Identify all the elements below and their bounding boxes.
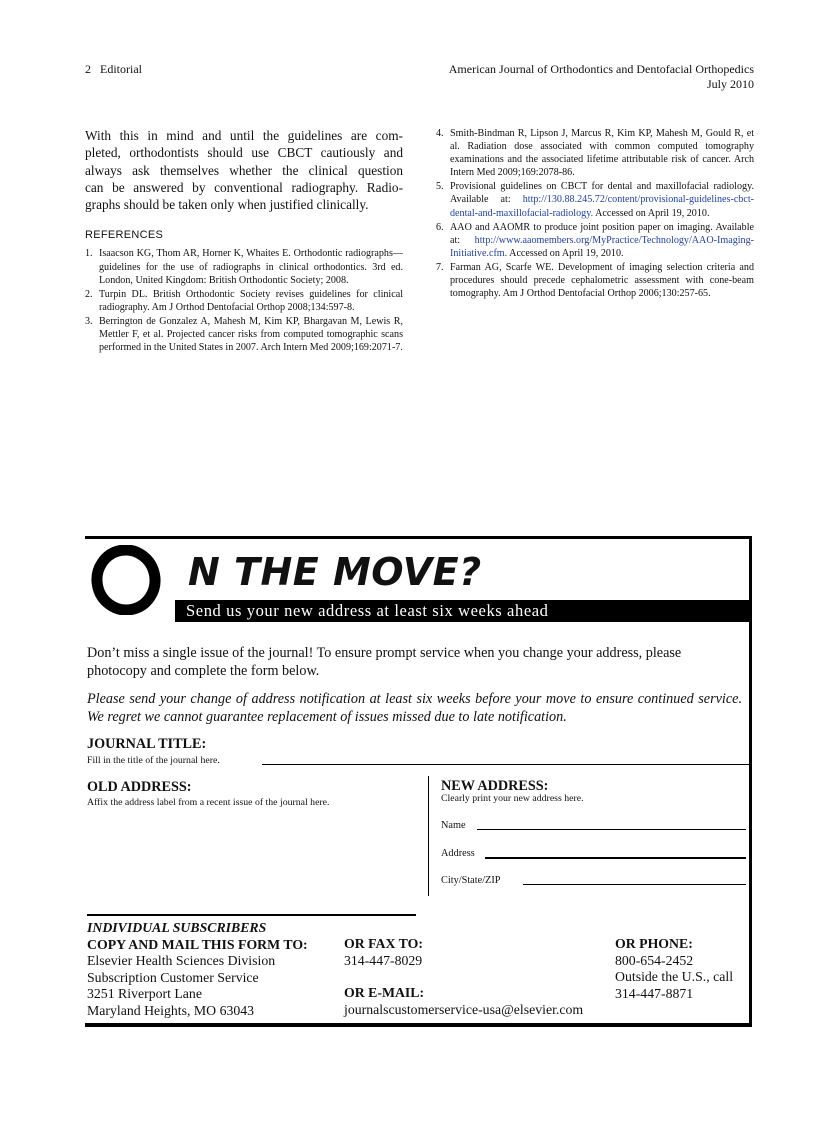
reference-text: Accessed on April 19, 2010. <box>507 247 624 259</box>
intro-line: graphs should be taken only when justified clinically. <box>85 197 369 213</box>
phone-heading: OR PHONE: <box>615 936 693 951</box>
email-column <box>344 985 583 1018</box>
reference-item <box>85 247 403 286</box>
intro-line: pleted, orthodontists should use CBCT cautiously and <box>85 145 403 161</box>
intro-paragraph <box>85 127 403 213</box>
references-heading: REFERENCES <box>85 229 164 242</box>
reference-text: Turpin DL. British Orthodontic Society revises guidelines for clinical radiography. Am J Orthod Dentofacial Orthop 2008;134:597-8. <box>99 288 403 313</box>
reference-item <box>436 261 754 300</box>
journal-title-label: JOURNAL TITLE: <box>87 736 207 752</box>
ad-headline: N THE MOVE? <box>188 550 482 594</box>
phone-number: 800-654-2452 <box>615 952 694 968</box>
name-field[interactable] <box>477 829 746 830</box>
mail-line: 3251 Riverport Lane <box>87 986 202 1001</box>
reference-number: 3. <box>85 315 93 327</box>
intro-line: With this in mind and until the guidelines are com- <box>85 128 403 143</box>
section-name: Editorial <box>100 62 142 76</box>
ad-intro-paragraph: Don’t miss a single issue of the journal! To ensure prompt service when you change your address, please photocopy and complete the form below. <box>87 645 682 679</box>
intro-line: always ask themselves whether the clinical question <box>85 162 403 178</box>
journal-name: American Journal of Orthodontics and Dentofacial Orthopedics <box>448 62 754 76</box>
reference-number: 1. <box>85 248 93 260</box>
address-field[interactable] <box>485 857 746 859</box>
reference-text: Accessed on April 19, 2010. <box>593 207 710 219</box>
email-heading: OR E-MAIL: <box>344 985 425 1000</box>
address-label: Address <box>441 848 475 859</box>
reference-link[interactable]: http://www.aaomembers.org/MyPractice/Technology/AAO-Imaging-Initiative.cfm. <box>450 234 754 259</box>
fax-number: 314-447-8029 <box>344 952 423 968</box>
reference-list-right <box>436 127 754 300</box>
old-address-hint: Affix the address label from a recent issue of the journal here. <box>87 797 330 808</box>
issue-date: July 2010 <box>706 77 754 91</box>
mail-line: Subscription Customer Service <box>87 969 259 985</box>
reference-number: 2. <box>85 288 93 300</box>
phone-column <box>615 936 733 1002</box>
left-column <box>85 127 403 355</box>
name-label: Name <box>441 820 466 831</box>
journal-title-hint: Fill in the title of the journal here. <box>87 755 220 766</box>
ad-banner-text: Send us your new address at least six weeks ahead <box>186 601 549 620</box>
page-header-left <box>85 62 142 77</box>
city-label: City/State/ZIP <box>441 875 501 886</box>
reference-item <box>85 315 403 354</box>
outside-us-number: 314-447-8871 <box>615 985 694 1001</box>
subscribers-heading: INDIVIDUAL SUBSCRIBERS <box>87 920 267 935</box>
reference-text: Berrington de Gonzalez A, Mahesh M, Kim KP, Bhargavan M, Lewis R, Mettler F, et al. Projected cancer risks from computed tomographic scans performed in the United States in 2007. Arch Intern Med 2009;169:2071-7. <box>99 315 403 354</box>
big-o-text: O <box>91 545 92 546</box>
reference-number: 4. <box>436 128 444 139</box>
mail-line: Elsevier Health Sciences Division <box>87 953 276 968</box>
big-o-letter <box>91 545 161 615</box>
fax-heading: OR FAX TO: <box>344 936 423 951</box>
fax-column <box>344 936 423 969</box>
reference-number: 5. <box>436 181 444 193</box>
intro-line: can be answered by conventional radiography. Radio- <box>85 179 403 195</box>
reference-number: 7. <box>436 261 444 273</box>
ad-bottom-border <box>85 1023 752 1027</box>
reference-item <box>436 180 754 219</box>
right-column <box>436 127 754 301</box>
page-number: 2 <box>85 62 91 76</box>
address-divider <box>428 776 429 896</box>
reference-text: Smith-Bindman R, Lipson J, Marcus R, Kim KP, Mahesh M, Gould R, et al. Radiation dose associated with common computed tomography examinations and the associated lifetime attributable risk of cancer. Arch Intern Med 2009;169:2078-86. <box>450 128 754 179</box>
ad-notice-paragraph: Please send your change of address notification at least six weeks before your move to ensure continued service. We regret we cannot guarantee replacement of issues missed due to late notification. <box>87 691 742 725</box>
reference-item <box>85 288 403 314</box>
mail-line: Maryland Heights, MO 63043 <box>87 1002 255 1018</box>
new-address-label: NEW ADDRESS: <box>441 778 549 794</box>
reference-text: AAO and AAOMR to produce joint position paper on imaging. Available at: <box>450 221 754 246</box>
mail-column <box>87 920 308 1019</box>
new-address-hint: Clearly print your new address here. <box>441 793 584 804</box>
reference-number: 6. <box>436 221 444 233</box>
reference-text: Isaacson KG, Thom AR, Horner K, Whaites E. Orthodontic radiographs—guidelines for the use of radiographs in clinical orthodontics. 3rd ed. London, United Kingdom: British Orthodontic Society; 2008. <box>99 248 403 286</box>
reference-text: Provisional guidelines on CBCT for dental and maxillofacial radiology. Available at: <box>450 181 754 206</box>
old-address-label: OLD ADDRESS: <box>87 779 192 795</box>
reference-list-left <box>85 247 403 354</box>
reference-item <box>436 127 754 179</box>
reference-text: Farman AG, Scarfe WE. Development of imaging selection criteria and procedures should precede cephalometric assessment with cone-beam tomography. Am J Orthod Dentofacial Orthop 2006;130:257-65. <box>450 261 754 300</box>
journal-title-field[interactable] <box>262 764 750 765</box>
subscribers-rule <box>87 914 416 916</box>
outside-us-text: Outside the U.S., call <box>615 969 734 984</box>
reference-item <box>436 221 754 260</box>
reference-link[interactable]: http://130.88.245.72/content/provisional-guidelines-cbct-dental-and-maxillofacial-radiology. <box>450 194 754 219</box>
copy-mail-heading: COPY AND MAIL THIS FORM TO: <box>87 936 308 952</box>
ad-top-border <box>85 536 752 539</box>
city-field[interactable] <box>523 884 746 885</box>
page-header-right <box>449 62 754 92</box>
email-address[interactable]: journalscustomerservice-usa@elsevier.com <box>344 1001 584 1017</box>
